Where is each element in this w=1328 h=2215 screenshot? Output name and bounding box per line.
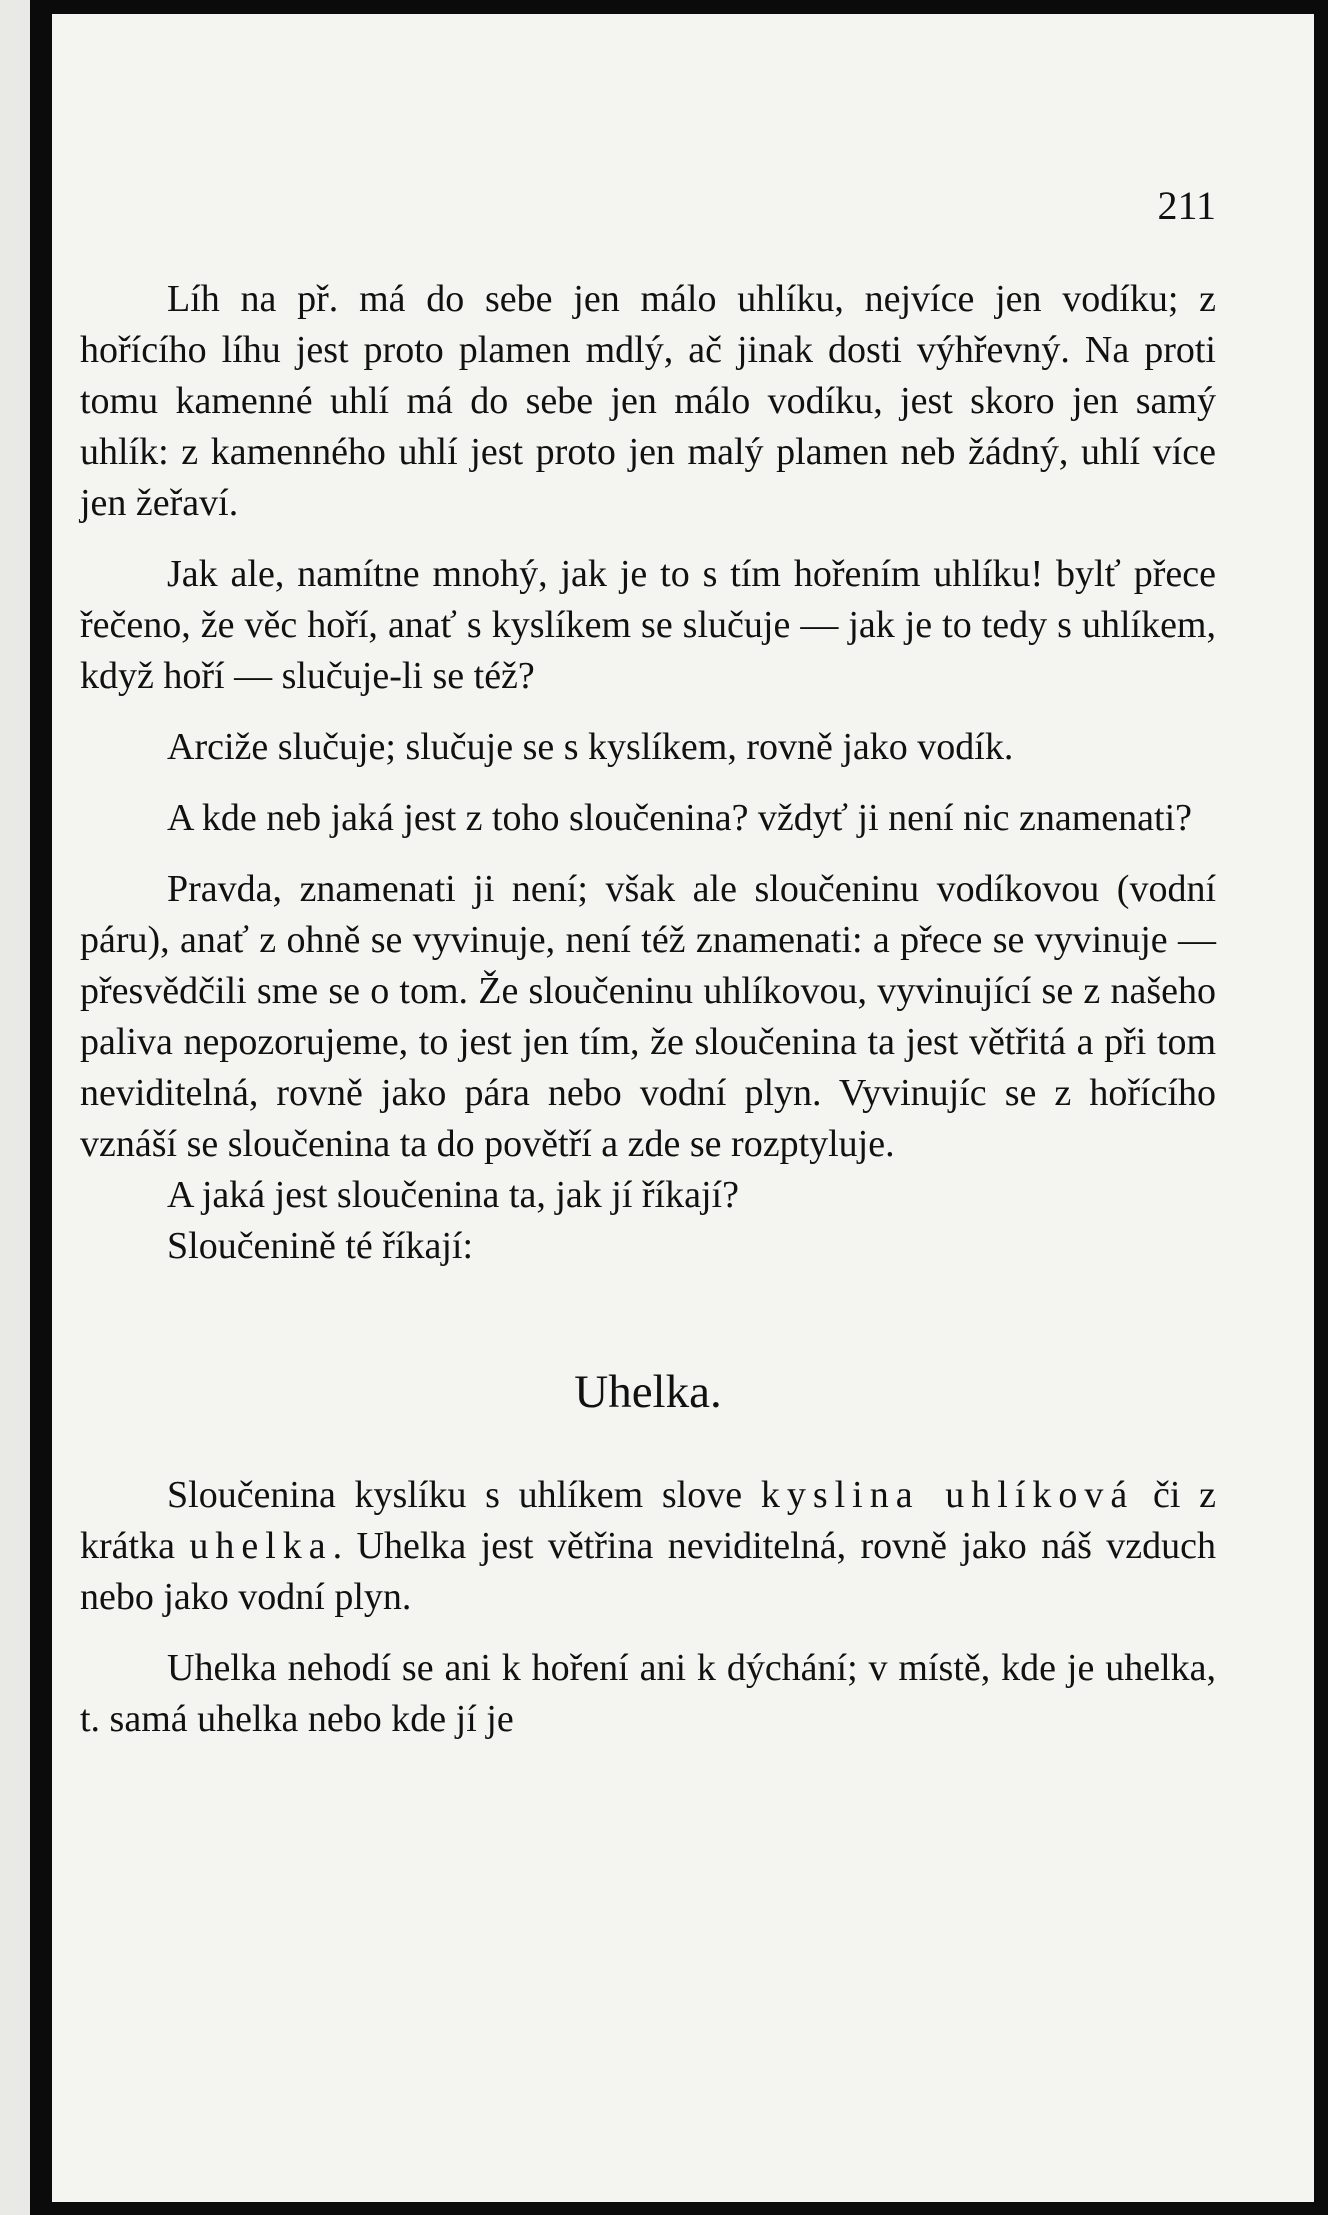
paragraph-2: Jak ale, namítne mnohý, jak je to s tím hořením uhlíku! bylť přece řečeno, že věc hoří, anať s kyslíkem se slučuje — jak je to tedy s uhlíkem, když hoří — slučuje-li se též? — [80, 553, 1216, 697]
definition-text-end: . Uhelka jest větřina neviditelná, rovně jako náš vzduch nebo jako vodní plyn. — [80, 1525, 1216, 1618]
book-page — [52, 14, 1314, 2202]
page-text — [80, 274, 1216, 1745]
section-heading: Uhelka. — [574, 1366, 722, 1418]
page-number: 211 — [1157, 183, 1216, 228]
term-kyslina-uhlikova: kyslina uhlíková — [760, 1474, 1135, 1516]
paragraph-7: Sloučenině té říkají: — [167, 1225, 474, 1267]
definition-text-start: Sloučenina kyslíku s uhlíkem slove — [167, 1474, 761, 1516]
paragraph-1: Líh na př. má do sebe jen málo uhlíku, nejvíce jen vodíku; z hořícího líhu jest proto plamen mdlý, ač jinak dosti výhřevný. Na proti tomu kamenné uhlí má do sebe jen málo vodíku, jest skoro jen samý uhlík: z kamenného uhlí jest proto jen malý plamen neb žádný, uhlí více jen žeřaví. — [80, 278, 1216, 524]
paragraph-uhelka-definition — [80, 1470, 1216, 1623]
term-uhelka: uhelka — [189, 1525, 333, 1567]
paragraph-6: A jaká jest sloučenina ta, jak jí říkají? — [167, 1174, 739, 1216]
paragraph-last: Uhelka nehodí se ani k hoření ani k dýchání; v místě, kde je uhelka, t. samá uhelka nebo kde jí je — [80, 1647, 1216, 1740]
definition-text-middle: či z krátka — [80, 1474, 1216, 1567]
adjacent-page-edge — [0, 0, 30, 2215]
paragraph-3: Arciže slučuje; slučuje se s kyslíkem, rovně jako vodík. — [167, 726, 1014, 768]
paragraph-5: Pravda, znamenati ji není; však ale sloučeninu vodíkovou (vodní páru), anať z ohně se vyvinuje, není též znamenati: a přece se vyvinuje — přesvědčili sme se o tom. Že sloučeninu uhlíkovou, vyvinující se z našeho paliva nepozorujeme, to jest jen tím, že sloučenina ta jest větřitá a při tom neviditelná, rovně jako pára nebo vodní plyn. Vyvinujíc se z hořícího vznáší se sloučenina ta do povětří a zde se rozptyluje. — [80, 868, 1216, 1165]
paragraph-4: A kde neb jaká jest z toho sloučenina? vždyť ji není nic znamenati? — [167, 797, 1192, 839]
